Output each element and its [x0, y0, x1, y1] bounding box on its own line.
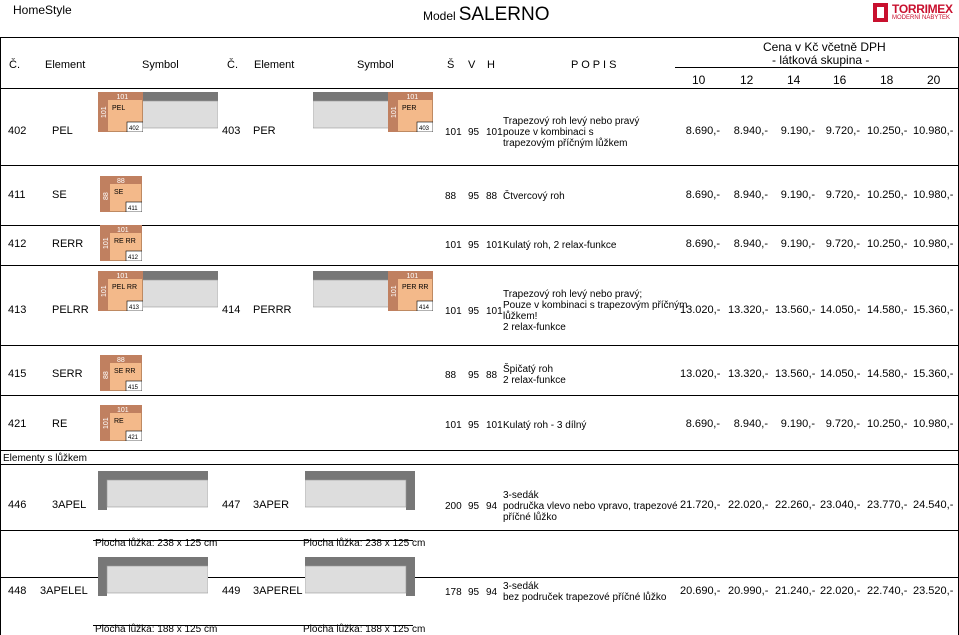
dim-top-label: 101	[116, 273, 129, 280]
price-cell: 13.320,-	[728, 304, 769, 316]
dim-h: 88	[486, 370, 498, 381]
brand-name: HomeStyle	[13, 3, 72, 17]
element-code-label: 413	[129, 305, 140, 311]
col-header-s: Š	[447, 59, 455, 71]
bed-area-label-2: Plocha lůžka: 188 x 125 cm	[303, 624, 426, 635]
price-cell: 8.940,-	[733, 238, 768, 250]
description-line: Kulatý roh - 3 dílný	[503, 419, 587, 431]
sofa-module-figure	[98, 557, 208, 602]
col-header-element2: Element	[254, 59, 295, 71]
sofa-back-shape	[98, 471, 208, 480]
dim-s: 101	[445, 420, 462, 431]
element-label: SE RR	[114, 368, 136, 375]
dim-h: 94	[486, 587, 498, 598]
price-cell: 21.240,-	[775, 585, 816, 597]
element-name: SE	[52, 189, 67, 201]
element-name: 3APEL	[52, 499, 87, 511]
description-line: Čtvercový roh	[503, 190, 565, 202]
dim-top-label: 88	[117, 357, 125, 364]
row-divider	[0, 165, 959, 166]
dim-s: 88	[445, 370, 457, 381]
dim-s: 178	[445, 587, 462, 598]
price-cell: 10.250,-	[867, 238, 908, 250]
element-label: PER RR	[402, 284, 429, 291]
element-name-2: 3APEREL	[253, 585, 303, 597]
dim-v: 95	[468, 370, 480, 381]
price-cell: 13.020,-	[680, 304, 721, 316]
price-cell: 22.020,-	[820, 585, 861, 597]
description-line: 3-sedák	[503, 581, 539, 592]
price-cell: 13.560,-	[775, 368, 816, 380]
price-cell: 9.720,-	[825, 125, 860, 137]
price-cell: 20.990,-	[728, 585, 769, 597]
price-header-line1: Cena v Kč včetně DPH	[763, 40, 886, 54]
dim-top-label: 88	[117, 178, 125, 185]
element-code: 415	[8, 368, 27, 380]
price-group-18: 18	[880, 73, 894, 87]
price-cell: 8.940,-	[733, 125, 768, 137]
row-divider	[0, 395, 959, 396]
element-name-2: PERRR	[253, 304, 292, 316]
element-name: RE	[52, 418, 68, 430]
sofa-back-shape	[305, 557, 415, 566]
price-cell: 9.720,-	[825, 189, 860, 201]
description-line: 3-sedák	[503, 489, 539, 501]
element-code: 421	[8, 418, 27, 430]
element-label: PEL RR	[112, 284, 138, 291]
bed-area-label-2: Plocha lůžka: 238 x 125 cm	[303, 538, 426, 549]
description-line: pouze v kombinaci s	[503, 126, 594, 138]
price-cell: 21.720,-	[680, 499, 721, 511]
price-group-16: 16	[833, 73, 847, 87]
dim-side-label: 101	[101, 106, 108, 118]
col-header-symbol1: Symbol	[142, 59, 179, 71]
element-name: PEL	[52, 125, 73, 137]
element-symbol-figure	[100, 176, 142, 212]
dim-side-label: 88	[103, 371, 110, 379]
description-line: Špičatý roh	[503, 364, 554, 375]
dim-s: 101	[445, 306, 462, 317]
dim-h: 101	[486, 420, 503, 431]
element-name: 3APELEL	[40, 585, 88, 597]
logo-mark-icon	[873, 3, 888, 22]
price-header-divider	[675, 67, 959, 68]
description-line: 2 relax-funkce	[503, 375, 566, 386]
element-code-2: 447	[222, 499, 241, 511]
dim-v: 95	[468, 240, 480, 251]
element-symbol-figure	[100, 405, 142, 441]
sofa-module-figure	[305, 471, 415, 516]
price-header-line2: - látková skupina -	[772, 53, 870, 67]
price-cell: 9.190,-	[780, 238, 815, 250]
price-cell: 22.260,-	[775, 499, 816, 511]
element-code-label: 412	[128, 255, 139, 261]
price-cell: 23.040,-	[820, 499, 861, 511]
price-cell: 20.690,-	[680, 585, 721, 597]
price-cell: 9.190,-	[780, 189, 815, 201]
element-code: 413	[8, 304, 27, 316]
price-cell: 14.050,-	[820, 368, 861, 380]
price-cell: 10.980,-	[913, 125, 954, 137]
dim-side-label: 101	[103, 237, 110, 249]
price-cell: 23.520,-	[913, 585, 954, 597]
price-cell: 14.580,-	[867, 304, 908, 316]
element-label: RE RR	[114, 238, 136, 245]
price-cell: 10.250,-	[867, 189, 908, 201]
dim-v: 95	[468, 587, 480, 598]
price-group-12: 12	[740, 73, 754, 87]
element-code: 448	[8, 585, 27, 597]
dim-v: 95	[468, 501, 480, 512]
element-code-2: 449	[222, 585, 241, 597]
col-header-symbol2: Symbol	[357, 59, 394, 71]
element-name: PELRR	[52, 304, 89, 316]
element-code-label: 403	[419, 126, 430, 132]
row-divider	[0, 530, 959, 531]
element-code-label: 421	[128, 435, 139, 441]
element-code: 411	[8, 189, 26, 201]
sofa-module-figure	[305, 557, 415, 602]
price-cell: 13.320,-	[728, 368, 769, 380]
description-line: trapezovým příčným lůžkem	[503, 137, 628, 149]
description-line: Pouze v kombinaci s trapezovým příčným	[503, 300, 688, 311]
row-divider	[0, 225, 959, 226]
dim-side-label: 101	[101, 285, 108, 297]
price-cell: 15.360,-	[913, 304, 954, 316]
dim-h: 101	[486, 127, 503, 138]
dim-s: 88	[445, 191, 457, 202]
sofa-seat-shape	[305, 480, 406, 507]
section-divider-bottom	[0, 464, 959, 465]
sofa-seat-shape	[305, 566, 406, 593]
element-code: 412	[8, 238, 27, 250]
sofa-module-figure	[98, 471, 208, 516]
element-code-2: 403	[222, 125, 241, 137]
element-symbol-figure	[100, 225, 142, 261]
element-name: RERR	[52, 238, 84, 250]
element-code-2: 414	[222, 304, 241, 316]
element-label: PEL	[112, 105, 126, 112]
col-header-popis: P O P I S	[571, 59, 617, 71]
sofa-seat-shape	[107, 566, 208, 593]
dim-side-label: 101	[391, 285, 398, 297]
price-cell: 10.250,-	[867, 125, 908, 137]
element-code: 446	[8, 499, 27, 511]
price-cell: 22.740,-	[867, 585, 908, 597]
description-line: bez područek trapezové příčné lůžko	[503, 592, 667, 603]
dim-h: 101	[486, 306, 503, 317]
price-cell: 13.560,-	[775, 304, 816, 316]
sofa-arm-shape	[406, 557, 415, 596]
dim-top-label: 101	[406, 273, 419, 280]
dim-v: 95	[468, 306, 480, 317]
model-title	[423, 4, 550, 26]
dim-h: 101	[486, 240, 503, 251]
element-symbol-figure	[98, 271, 143, 311]
price-cell: 10.980,-	[913, 238, 954, 250]
col-header-element1: Element	[45, 59, 86, 71]
price-cell: 9.720,-	[825, 238, 860, 250]
dim-side-label: 101	[391, 106, 398, 118]
element-symbol-figure	[98, 92, 143, 132]
element-code: 402	[8, 125, 27, 137]
element-name-2: PER	[253, 125, 276, 137]
price-cell: 22.020,-	[728, 499, 769, 511]
element-label: SE	[114, 189, 124, 196]
element-code-label: 402	[129, 126, 140, 132]
sofa-seat-shape	[107, 480, 208, 507]
price-cell: 24.540,-	[913, 499, 954, 511]
dim-top-label: 101	[117, 407, 129, 414]
price-cell: 9.190,-	[780, 125, 815, 137]
price-cell: 8.690,-	[685, 189, 720, 201]
section-beds-title: Elementy s lůžkem	[3, 453, 87, 464]
dim-h: 94	[486, 501, 498, 512]
col-header-v: V	[468, 59, 476, 71]
description-line: Trapezový roh levý nebo pravý	[503, 115, 640, 127]
element-symbol-figure	[100, 355, 142, 391]
element-symbol-figure	[388, 92, 433, 132]
col-header-c1: Č.	[9, 59, 20, 71]
price-cell: 15.360,-	[913, 368, 954, 380]
logo-tagline: MODERNÍ NÁBYTEK	[892, 15, 951, 21]
description-line: 2 relax-funkce	[503, 322, 566, 333]
price-cell: 13.020,-	[680, 368, 721, 380]
description-line: příčné lůžko	[503, 511, 557, 523]
price-cell: 10.250,-	[867, 418, 908, 430]
price-cell: 10.980,-	[913, 418, 954, 430]
price-cell: 9.720,-	[825, 418, 860, 430]
sofa-back-shape	[98, 557, 208, 566]
model-name: SALERNO	[458, 4, 550, 25]
dim-h: 88	[486, 191, 498, 202]
logo-name: TORRIMEX	[892, 2, 953, 16]
bed-area-label: Plocha lůžka: 238 x 125 cm	[95, 538, 218, 549]
sofa-arm-shape	[406, 471, 415, 510]
description-line: lůžkem!	[503, 311, 538, 322]
description-line: Kulatý roh, 2 relax-funkce	[503, 239, 617, 251]
dim-v: 95	[468, 127, 480, 138]
dim-s: 101	[445, 240, 462, 251]
element-code-label: 415	[128, 385, 139, 391]
col-header-h: H	[487, 59, 495, 71]
bed-area-label: Plocha lůžka: 188 x 125 cm	[95, 624, 218, 635]
price-cell: 8.690,-	[685, 238, 720, 250]
row-divider	[0, 265, 959, 266]
sofa-back-shape	[305, 471, 415, 480]
dim-side-label: 101	[103, 417, 110, 429]
section-divider-top	[0, 450, 959, 451]
description-line: područka vlevo nebo vpravo, trapezové	[503, 500, 678, 512]
dim-top-label: 101	[406, 94, 419, 101]
price-group-14: 14	[787, 73, 801, 87]
price-cell: 14.580,-	[867, 368, 908, 380]
price-cell: 8.690,-	[685, 125, 720, 137]
price-group-20: 20	[927, 73, 941, 87]
table-left-border	[0, 37, 1, 635]
element-name-2: 3APER	[253, 499, 290, 511]
description-line: Trapezový roh levý nebo pravý;	[503, 289, 643, 300]
price-cell: 10.980,-	[913, 189, 954, 201]
dim-top-label: 101	[116, 94, 129, 101]
dim-s: 101	[445, 127, 462, 138]
table-header-bottom	[0, 88, 959, 89]
element-label: RE	[114, 418, 124, 425]
price-cell: 14.050,-	[820, 304, 861, 316]
dim-v: 95	[468, 420, 480, 431]
dim-top-label: 101	[117, 227, 129, 234]
torrimex-logo	[873, 2, 953, 24]
sofa-arm-shape	[98, 471, 107, 510]
model-label: Model	[423, 9, 456, 23]
element-label: PER	[402, 105, 417, 112]
dim-side-label: 88	[103, 192, 110, 200]
dim-s: 200	[445, 501, 462, 512]
element-symbol-figure	[388, 271, 433, 311]
element-code-label: 414	[419, 305, 430, 311]
sofa-arm-shape	[98, 557, 107, 596]
price-cell: 8.940,-	[733, 418, 768, 430]
price-cell: 8.690,-	[685, 418, 720, 430]
price-group-10: 10	[692, 73, 706, 87]
dim-v: 95	[468, 191, 480, 202]
price-cell: 8.940,-	[733, 189, 768, 201]
element-code-label: 411	[128, 206, 138, 212]
price-cell: 23.770,-	[867, 499, 908, 511]
row-divider	[0, 345, 959, 346]
price-cell: 9.190,-	[780, 418, 815, 430]
element-name: SERR	[52, 368, 83, 380]
table-top-border	[0, 37, 959, 38]
col-header-c2: Č.	[227, 59, 238, 71]
